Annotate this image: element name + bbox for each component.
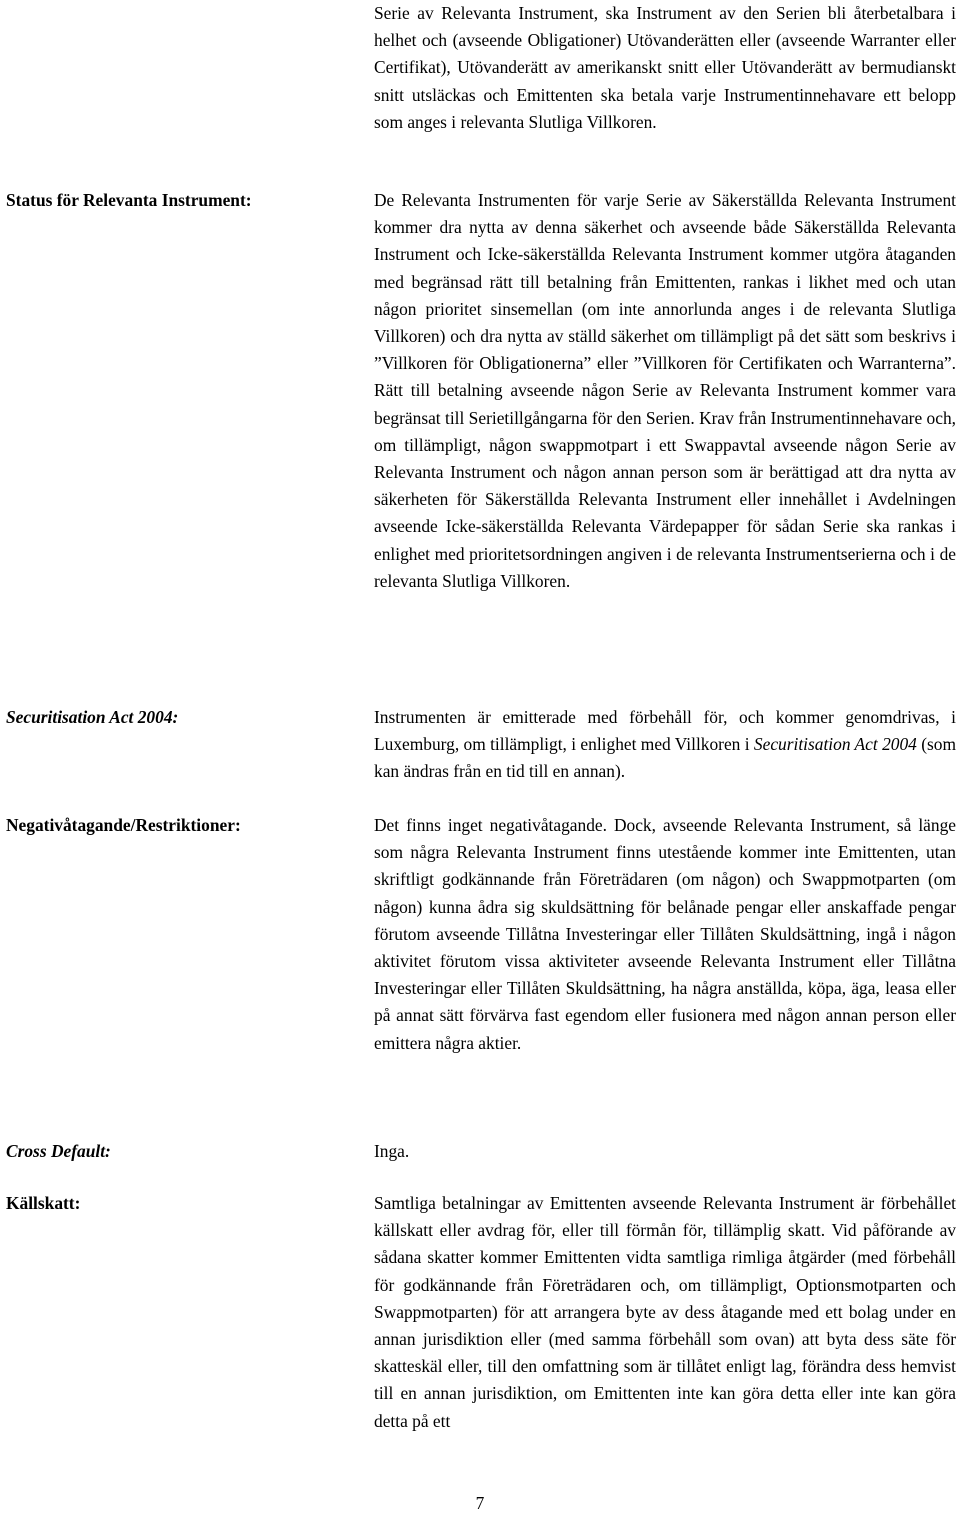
withholding-tax-text: Samtliga betalningar av Emittenten avseende Relevanta Instrument är förbehållet källskatt eller avdrag för, eller till förmån för, tillämplig skatt. Vid påförande av sådana skatter kommer Emittenten vidta samtliga rimliga åtgärder (med förbehåll för godkännande från Företrädaren och, om tillämpligt, Optionsmotparten och Swappmotparten) för att arrangera byte av dess åtagande med ett bolag under en annan jurisdiktion eller (med samma förbehåll som ovan) att byta dess säte för skatteskäl eller, till den omfattning som är tillåtet enligt lag, förändra dess hemvist till en annan jurisdiktion, om Emittenten inte kan göra detta eller inte kan göra detta på ett [374,1193,956,1431]
securitisation-text-italic: Securitisation Act 2004 [753,734,917,755]
securitisation-text-after: (som kan ändras från en tid till en annan). [374,734,956,782]
securitisation-text-before: Instrumenten är emitterade med förbehåll för, och kommer genomdrivas, i Luxemburg, om tillämpligt, i enlighet med Villkoren i [374,707,956,755]
status-label: Status för Relevanta Instrument: [6,190,252,210]
cross-default-label: Cross Default: [6,1141,111,1161]
securitisation-text [374,704,956,786]
intro-paragraph: Serie av Relevanta Instrument, ska Instrument av den Serien bli återbetalbara i helhet och (avseende Obligationer) Utövanderätten eller (avseende Warranter eller Certifikat), Utövanderätt av amerikanskt snitt eller Utövanderätt av bermudianskt snitt utsläckas och Emittenten ska betala varje Instrumentinnehavare ett belopp som anges i relevanta Slutliga Villkoren. [374,3,956,132]
withholding-tax-label: Källskatt: [6,1193,81,1213]
status-text: De Relevanta Instrumenten för varje Serie av Säkerställda Relevanta Instrument kommer dra nytta av denna säkerhet och avseende både Säkerställda Relevanta Instrument och Icke-säkerställda Relevanta Instrument kommer utgöra åtaganden med begränsad rätt till betalning från Emittenten, rankas i likhet med och utan någon prioritet sinsemellan (om inte annorlunda anges i de relevanta Slutliga Villkoren) och dra nytta av ställd säkerhet om tillämpligt på det sätt som beskrivs i ”Villkoren för Obligationerna” eller ”Villkoren för Certifikaten och Warranterna”. Rätt till betalning avseende någon Serie av Relevanta Instrument kommer vara begränsat till Serietillgångarna för den Serien. Krav från Instrumentinnehavare och, om tillämpligt, någon swappmotpart i ett Swappavtal avseende någon Serie av Relevanta Instrument och någon annan person som är berättigad att dra nytta av säkerheten för Säkerställda Relevanta Instrument eller innehållet i Avdelningen avseende Icke-säkerställda Relevanta Värdepapper för sådan Serie ska rankas i enlighet med prioritetsordningen angiven i de relevanta Instrumentserierna och i de relevanta Slutliga Villkoren. [374,190,956,591]
negative-pledge-text: Det finns inget negativåtagande. Dock, avseende Relevanta Instrument, så länge som några Relevanta Instrument finns utestående kommer inte Emittenten, utan skriftligt godkännande från Företrädaren (om någon) och Swappmotparten (om någon) kunna ådra sig skuldsättning för belånade pengar eller anskaffade pengar förutom avseende Tillåtna Investeringar eller Tillåten Skuldsättning, ingå i någon aktivitet förutom vissa aktiviteter avseende Relevanta Instrument eller Tillåtna Investeringar eller Tillåten Skuldsättning, ha några anställda, köpa, äga, leasa eller på annat sätt förvärva fast egendom eller fusionera med någon annan person eller emittera några aktier. [374,815,956,1053]
securitisation-label: Securitisation Act 2004: [6,707,179,727]
negative-pledge-label: Negativåtagande/Restriktioner: [6,815,241,835]
cross-default-text: Inga. [374,1141,410,1161]
page-number: 7 [475,1493,485,1513]
